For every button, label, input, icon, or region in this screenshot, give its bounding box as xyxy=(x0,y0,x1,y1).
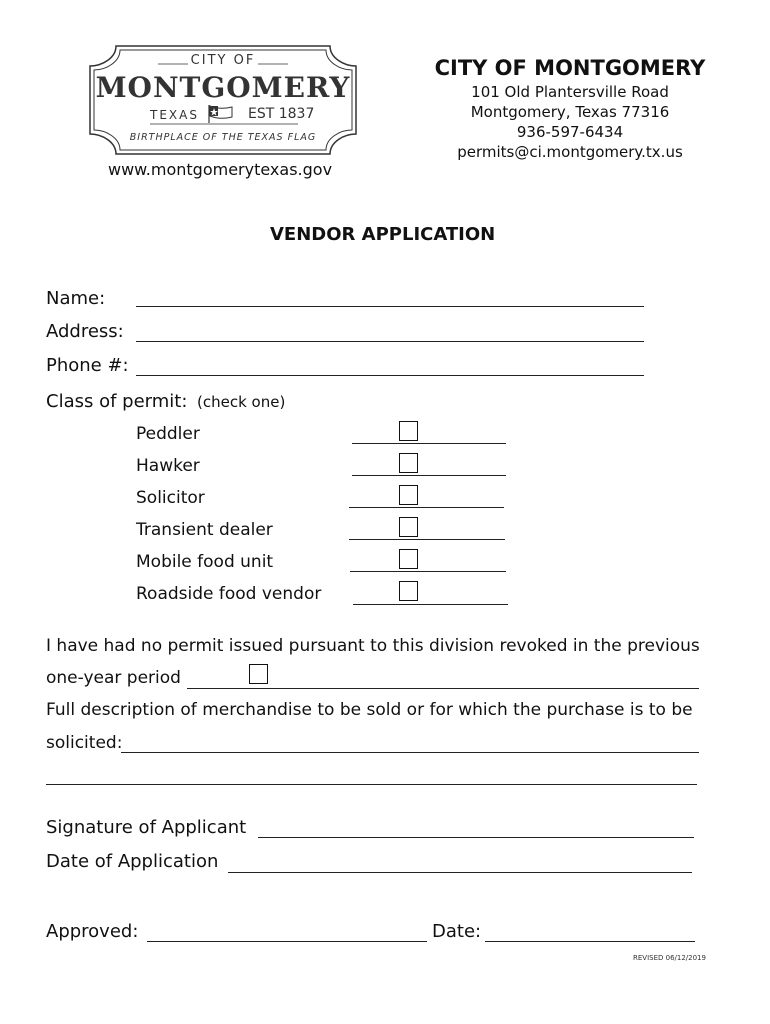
date-of-application-label: Date of Application xyxy=(46,851,219,872)
revoked-statement-line-2: one-year period xyxy=(46,668,181,688)
approved-date-field[interactable] xyxy=(485,941,695,942)
phone-label: Phone #: xyxy=(46,355,129,376)
permit-peddler-checkbox[interactable] xyxy=(399,421,418,441)
texas-flag-icon xyxy=(206,104,236,124)
permit-option-line xyxy=(352,475,506,476)
approved-label: Approved: xyxy=(46,921,139,942)
website-link[interactable]: www.montgomerytexas.gov xyxy=(108,160,333,179)
permit-mobile-food-unit-checkbox[interactable] xyxy=(399,549,418,569)
logo-name: MONTGOMERY xyxy=(95,71,351,104)
permit-option-hawker: Hawker xyxy=(136,456,200,476)
permit-hawker-checkbox[interactable] xyxy=(399,453,418,473)
permit-option-transient-dealer: Transient dealer xyxy=(136,520,273,540)
approved-date-label: Date: xyxy=(432,921,482,942)
header-email[interactable]: permits@ci.montgomery.tx.us xyxy=(457,143,683,161)
permit-option-line xyxy=(350,571,506,572)
name-field[interactable] xyxy=(136,306,644,307)
revoked-statement-line-1: I have had no permit issued pursuant to this division revoked in the previous xyxy=(46,636,700,656)
permit-option-line xyxy=(349,539,505,540)
permit-option-solicitor: Solicitor xyxy=(136,488,205,508)
permit-option-mobile-food-unit: Mobile food unit xyxy=(136,552,274,572)
permit-option-peddler: Peddler xyxy=(136,424,200,444)
logo-state: TEXAS xyxy=(150,108,199,122)
description-line-1: Full description of merchandise to be sold or for which the purchase is to be xyxy=(46,700,693,720)
address-label: Address: xyxy=(46,321,124,342)
class-of-permit-label: Class of permit: xyxy=(46,391,188,412)
permit-option-line xyxy=(352,443,506,444)
permit-transient-dealer-checkbox[interactable] xyxy=(399,517,418,537)
header-phone: 936-597-6434 xyxy=(516,123,624,141)
logo-city-of: CITY OF xyxy=(190,53,256,68)
description-field-2[interactable] xyxy=(46,784,697,785)
header-address-2: Montgomery, Texas 77316 xyxy=(470,103,670,121)
city-logo xyxy=(88,44,358,156)
approved-field[interactable] xyxy=(147,941,427,942)
date-of-application-field[interactable] xyxy=(228,872,692,873)
logo-est: EST 1837 xyxy=(248,106,315,122)
permit-option-roadside-food-vendor: Roadside food vendor xyxy=(136,584,322,604)
name-label: Name: xyxy=(46,288,106,309)
header-title: CITY OF MONTGOMERY xyxy=(434,56,706,80)
header-address-1: 101 Old Plantersville Road xyxy=(471,83,669,101)
form-title: VENDOR APPLICATION xyxy=(270,224,496,245)
logo-tagline: BIRTHPLACE OF THE TEXAS FLAG xyxy=(129,132,317,143)
revoked-checkbox[interactable] xyxy=(249,664,268,684)
address-field[interactable] xyxy=(136,341,644,342)
permit-option-line xyxy=(349,507,504,508)
revised-date: REVISED 06/12/2019 xyxy=(633,954,706,962)
description-field-1[interactable] xyxy=(121,752,699,753)
signature-field[interactable] xyxy=(258,837,694,838)
permit-roadside-food-vendor-checkbox[interactable] xyxy=(399,581,418,601)
permit-solicitor-checkbox[interactable] xyxy=(399,485,418,505)
signature-label: Signature of Applicant xyxy=(46,817,247,838)
revoked-field[interactable] xyxy=(187,688,699,689)
phone-field[interactable] xyxy=(136,375,644,376)
permit-option-line xyxy=(353,604,508,605)
class-of-permit-hint: (check one) xyxy=(197,393,286,411)
description-line-2: solicited: xyxy=(46,733,123,753)
